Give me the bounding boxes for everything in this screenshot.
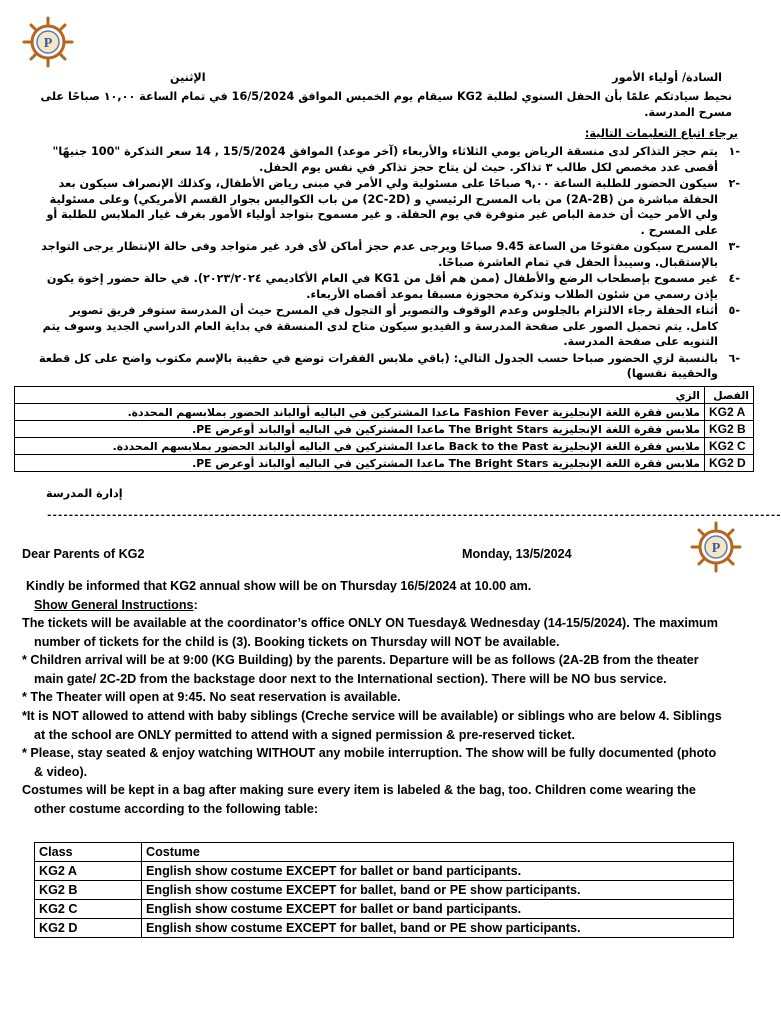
cell-class: KG2 A xyxy=(35,862,142,881)
table-row xyxy=(35,919,734,938)
cell-class: KG2 C xyxy=(705,438,754,455)
arabic-intro: نحيط سيادتكم علمًا بأن الحفل السنوي لطلبة KG2 سيقام يوم الخميس الموافق 16/5/2024 في تمام الساعة ١٠,٠٠ صباحًا على مسرح المدرسة. xyxy=(40,90,732,119)
item-number: -١ xyxy=(728,145,740,158)
table-row xyxy=(15,421,754,438)
school-logo xyxy=(22,16,74,68)
item-text: سيكون الحضور للطلبة الساعة ٩,٠٠ صباحًا على مسئولية ولي الأمر في مبنى رياض الأطفال، وكذلك الإنصراف سيكون بعد الحفلة مباشرة من (2A-2B) من باب المسرح الرئيسي و (2C-2D) من باب الكواليس بجوار القسم الأمريكي) وعلى مسئولية ولي الأمر حيث أن خدمة الباص غير متوفرة في يوم الحفلة. و غير مسموح بتواجد أولياء الأمور بغرف غيار الملابس للطلبة أو على المسرح . xyxy=(46,177,718,237)
english-list-item: * Please, stay seated & enjoy watching WITHOUT any mobile interruption. The show will be fully documented (photo & video). xyxy=(22,746,717,779)
english-greeting: Dear Parents of KG2 xyxy=(22,547,145,561)
cell-class: KG2 A xyxy=(705,404,754,421)
arabic-instructions-list xyxy=(35,144,740,382)
heading-colon: : xyxy=(193,598,198,612)
item-number: -٣ xyxy=(728,240,740,253)
arabic-salutation: السادة/ أولياء الأمور xyxy=(612,71,722,84)
divider-line: ---------------------------------------------------------------------------------------------------------------------------------------- xyxy=(46,510,781,522)
english-instructions-heading-line xyxy=(34,596,198,615)
table-row xyxy=(15,404,754,421)
header-class: Class xyxy=(35,843,142,862)
table-header-row xyxy=(35,843,734,862)
english-list-item: * The Theater will open at 9:45. No seat reservation is available. xyxy=(22,690,401,705)
table-row xyxy=(15,438,754,455)
item-number: -٦ xyxy=(728,351,740,365)
arabic-list-item xyxy=(35,303,740,350)
cell-costume: English show costume EXCEPT for ballet, band or PE show participants. xyxy=(142,881,734,900)
arabic-signature: إدارة المدرسة xyxy=(46,487,123,500)
cell-class: KG2 D xyxy=(35,919,142,938)
arabic-costume-table xyxy=(14,386,754,472)
cell-costume: ملابس فقرة اللغة الإنجليزية The Bright Stars ماعدا المشتركين في الباليه أوالباند أوعرض PE. xyxy=(15,421,705,438)
item-text: يتم حجز التذاكر لدى منسقة الرياض يومي الثلاثاء والأربعاء (آخر موعد) الموافق 15/5/2024 , 14 سعر التذكرة "100 جنيهًا" أقصى عدد مخصص لكل طالب ٣ تذاكر. حيث لن يتاح حجز تذاكر في نفس يوم الحفل. xyxy=(52,145,718,174)
item-text: بالنسبة لزي الحضور صباحا حسب الجدول التالي: (باقي ملابس الفقرات توضع في حقيبة بالإسم مكتوب واضح على كل قطعة والحقيبة نفسها) xyxy=(38,351,718,380)
english-list-item: *It is NOT allowed to attend with baby siblings (Creche service will be available) or siblings who are below 4. Siblings at the school are ONLY permitted to attend with a signed permission & pre-reserved ticket. xyxy=(22,708,722,742)
english-list-item: Costumes will be kept in a bag after making sure every item is labeled & the bag, too. Children come wearing the other costume according to the following table: xyxy=(22,783,696,816)
item-number: -٢ xyxy=(728,177,740,190)
svg-text:P: P xyxy=(711,541,721,556)
cell-class: KG2 D xyxy=(705,455,754,472)
header-class: الفصل xyxy=(705,387,754,404)
table-row xyxy=(35,881,734,900)
cell-class: KG2 B xyxy=(705,421,754,438)
arabic-list-item xyxy=(35,351,740,382)
table-row xyxy=(35,862,734,881)
english-intro: Kindly be informed that KG2 annual show will be on Thursday 16/5/2024 at 10.00 am. xyxy=(26,579,532,593)
item-text: أثناء الحفلة رجاء الالتزام بالجلوس وعدم الوقوف والتصوير أو التجول في المسرح حيث أن المدرسة ستوفر فريق تصوير كامل. يتم تحميل الصور على صفحة المدرسة و الفيديو سيكون متاح لدى المنسقة في بداية العام الدراسي الجديد وسوف يتم التنويه على صفحة المدرسة. xyxy=(42,304,718,348)
cell-costume: English show costume EXCEPT for ballet, band or PE show participants. xyxy=(142,919,734,938)
item-number: -٤ xyxy=(728,272,740,285)
cell-class: KG2 C xyxy=(35,900,142,919)
item-text: غير مسموح بإصطحاب الرضع والأطفال (ممن هم أقل من KG1 في العام الأكاديمي ٢٠٢٣/٢٠٢٤). في حالة حضور إخوة يكون بإذن رسمي من شئون الطلاب وتذكرة محجوزة مسبقا بموعد أقصاه الأربعاء. xyxy=(46,272,718,301)
arabic-list-item xyxy=(35,176,740,238)
english-date: Monday, 13/5/2024 xyxy=(462,547,572,561)
english-instructions-heading: Show General Instructions xyxy=(34,598,194,612)
svg-text:P: P xyxy=(43,36,53,51)
arabic-day: الإثنين xyxy=(170,71,206,84)
english-costume-table xyxy=(34,842,734,938)
arabic-instructions-heading: برجاء اتباع التعليمات التالية: xyxy=(584,127,738,140)
header-costume: Costume xyxy=(142,843,734,862)
item-text: المسرح سيكون مفتوحًا من الساعة 9.45 صباحًا ويرجى عدم حجز أماكن لأى فرد غير متواجد وفى حالة الإنتظار يرجى التواجد بالإستقبال. وسيبدأ الحفل في تمام العاشرة صباحًا. xyxy=(41,240,718,269)
header-costume: الزي xyxy=(15,387,705,404)
arabic-list-item xyxy=(35,271,740,302)
cell-costume: ملابس فقرة اللغة الإنجليزية Fashion Fever ماعدا المشتركين في الباليه أوالباند الحضور بملابسهم المحددة. xyxy=(15,404,705,421)
cell-costume: English show costume EXCEPT for ballet or band participants. xyxy=(142,862,734,881)
english-list-item: * Children arrival will be at 9:00 (KG Building) by the parents. Departure will be as follows (2A-2B from the theater main gate/ 2C-2D from the backstage door next to the International section). There will be NO bus service. xyxy=(22,653,699,686)
item-number: -٥ xyxy=(728,304,740,317)
cell-class: KG2 B xyxy=(35,881,142,900)
arabic-list-item xyxy=(35,144,740,175)
english-instructions-list xyxy=(22,614,727,819)
arabic-list-item xyxy=(35,239,740,270)
table-header-row xyxy=(15,387,754,404)
school-logo xyxy=(690,521,742,573)
cell-costume: ملابس فقرة اللغة الإنجليزية The Bright Stars ماعدا المشتركين في الباليه أوالباند أوعرض PE. xyxy=(15,455,705,472)
cell-costume: ملابس فقرة اللغة الإنجليزية Back to the Past ماعدا المشتركين في الباليه أوالباند الحضور بملابسهم المحددة. xyxy=(15,438,705,455)
table-row xyxy=(15,455,754,472)
english-list-item: The tickets will be available at the coordinator’s office ONLY ON Tuesday& Wednesday (14-15/5/2024). The maximum number of tickets for the child is (3). Booking tickets on Thursday will NOT be available. xyxy=(22,616,718,649)
table-row xyxy=(35,900,734,919)
cell-costume: English show costume EXCEPT for ballet or band participants. xyxy=(142,900,734,919)
